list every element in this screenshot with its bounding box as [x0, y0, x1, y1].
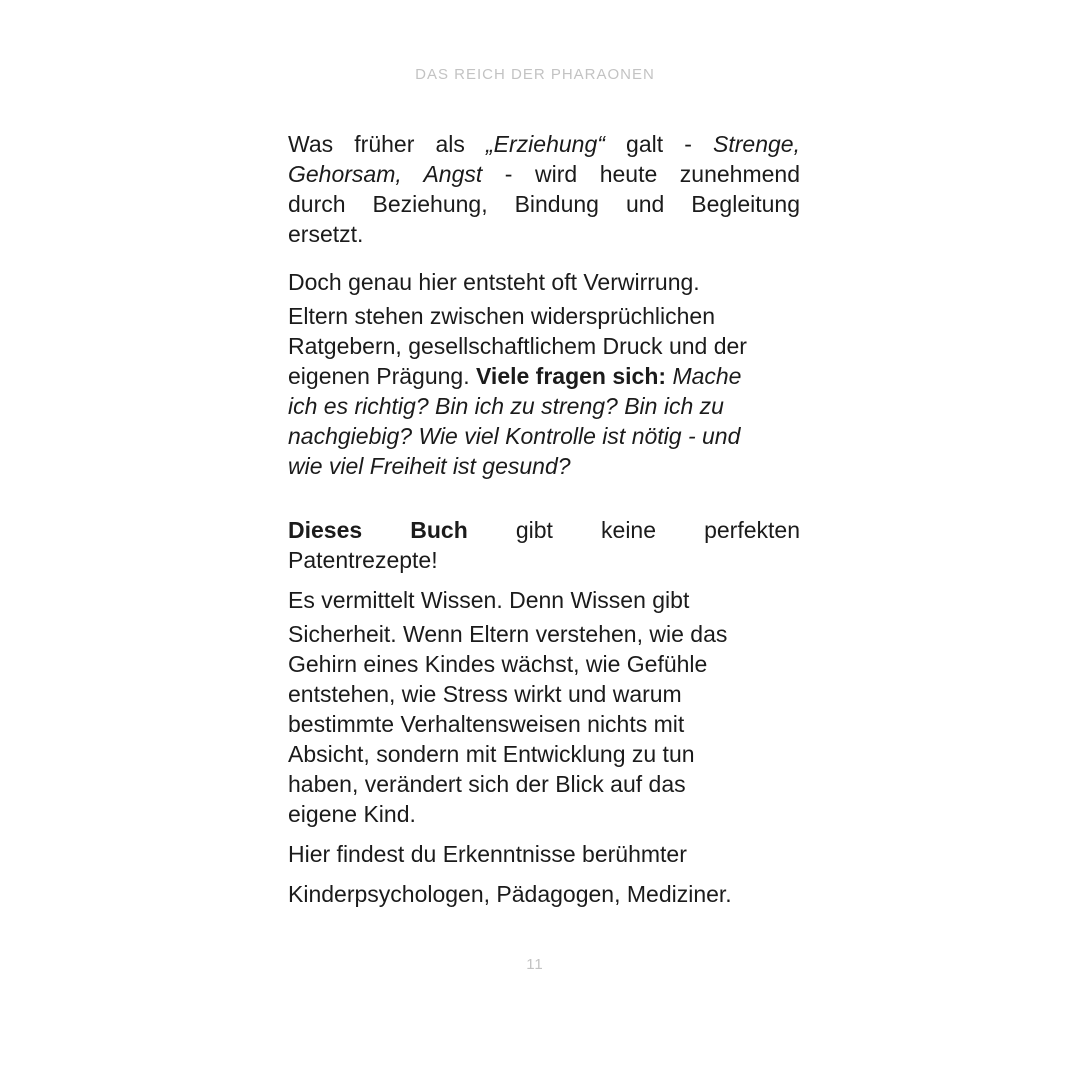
text-run: wie viel Freiheit ist gesund? — [288, 453, 571, 479]
paragraph — [288, 301, 800, 481]
text-line — [288, 879, 800, 909]
text-run: Patentrezepte! — [288, 547, 438, 573]
text-run: Viele fragen sich: — [476, 363, 667, 389]
text-line — [288, 769, 800, 799]
text-run: bestimmte Verhaltensweisen nichts mit — [288, 711, 685, 737]
page-number: 11 — [526, 956, 544, 973]
text-line — [288, 159, 800, 189]
paragraph — [288, 585, 800, 615]
text-run: Absicht, sondern mit Entwicklung zu tun — [288, 741, 695, 767]
text-run: Sicherheit. Wenn Eltern verstehen, wie das — [288, 621, 728, 647]
text-run: ich es richtig? Bin ich zu streng? Bin ich zu — [288, 393, 724, 419]
body-text — [288, 129, 800, 909]
text-run: gibt keine perfekten — [467, 517, 800, 543]
paragraph — [288, 879, 800, 909]
text-line — [288, 585, 800, 615]
text-line — [288, 189, 800, 219]
paragraph — [288, 129, 800, 249]
text-line — [288, 515, 800, 545]
text-run: nachgiebig? Wie viel Kontrolle ist nötig - und — [288, 423, 741, 449]
text-run: Kinderpsychologen, Pädagogen, Mediziner. — [288, 881, 732, 907]
paragraph — [288, 515, 800, 575]
text-line — [288, 267, 800, 297]
text-run: Dieses Buch — [288, 517, 468, 543]
text-line — [288, 391, 800, 421]
text-run: Ratgebern, gesellschaftlichem Druck und der — [288, 333, 747, 359]
text-line — [288, 451, 800, 481]
text-run: Eltern stehen zwischen widersprüchlichen — [288, 303, 715, 329]
text-run: Es vermittelt Wissen. Denn Wissen gibt — [288, 587, 690, 613]
text-line — [288, 799, 800, 829]
text-line — [288, 361, 800, 391]
text-run: haben, verändert sich der Blick auf das — [288, 771, 686, 797]
text-line — [288, 739, 800, 769]
paragraph — [288, 267, 800, 297]
text-run: Gehirn eines Kindes wächst, wie Gefühle — [288, 651, 708, 677]
text-line — [288, 545, 800, 575]
text-line — [288, 649, 800, 679]
text-run: ersetzt. — [288, 221, 364, 247]
text-line — [288, 709, 800, 739]
text-line — [288, 331, 800, 361]
text-line — [288, 679, 800, 709]
text-run: entstehen, wie Stress wirkt und warum — [288, 681, 682, 707]
text-run: Hier findest du Erkenntnisse berühmter — [288, 841, 687, 867]
text-run: Gehorsam, Angst — [288, 161, 483, 187]
paragraph — [288, 619, 800, 829]
text-run: - wird heute zunehmend — [482, 161, 800, 187]
text-run: durch Beziehung, Bindung und Begleitung — [288, 191, 800, 217]
text-line — [288, 619, 800, 649]
text-line — [288, 421, 800, 451]
text-run: galt - — [604, 131, 714, 157]
text-run: eigene Kind. — [288, 801, 416, 827]
text-line — [288, 839, 800, 869]
paragraph — [288, 839, 800, 869]
text-run: eigenen Prägung. — [288, 363, 476, 389]
text-run: Doch genau hier entsteht oft Verwirrung. — [288, 269, 700, 295]
text-line — [288, 219, 800, 249]
text-run: „Erziehung“ — [486, 131, 605, 157]
text-run: Strenge, — [713, 131, 800, 157]
text-line — [288, 129, 800, 159]
running-header: DAS REICH DER PHARAONEN — [415, 66, 655, 83]
text-run: Was früher als — [288, 131, 487, 157]
text-run: Mache — [672, 363, 742, 389]
text-line — [288, 301, 800, 331]
